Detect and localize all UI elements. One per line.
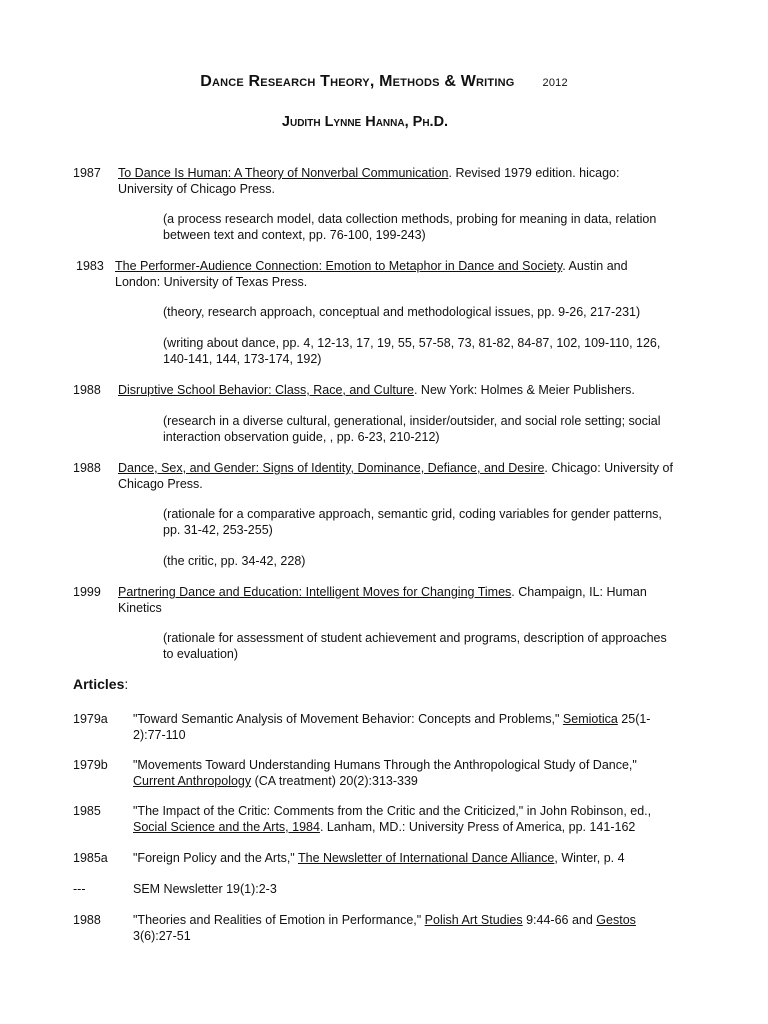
book-citation [115, 258, 670, 290]
article-year: 1988 [73, 913, 101, 927]
book-citation [118, 460, 673, 492]
article-journal: The Newsletter of International Dance Alliance [297, 851, 555, 865]
article-text: 3(6):27-51 [133, 929, 191, 943]
book-title: To Dance Is Human: A Theory of Nonverbal Communication [118, 166, 449, 180]
book-publisher: . Chicago: University of Chicago Press. [118, 461, 673, 491]
book-publisher: . Austin and London: University of Texas Press. [115, 259, 628, 289]
article-year: 1979a [73, 712, 108, 726]
article-citation [133, 757, 673, 789]
article-citation [133, 850, 673, 866]
book-year: 1999 [73, 585, 101, 599]
book-publisher: . New York: Holmes & Meier Publishers. [413, 383, 635, 397]
book-note: (the critic, pp. 34-42, 228) [163, 554, 306, 568]
book-year: 1987 [73, 166, 101, 180]
book-note: (a process research model, data collection methods, probing for meaning in data, relation between text and context, pp. 76-100, 199-243) [163, 212, 657, 242]
book-publisher: . Revised 1979 edition. hicago: University of Chicago Press. [118, 166, 620, 196]
article-journal: Polish Art Studies [424, 913, 523, 927]
book-citation [118, 165, 673, 197]
author-name: Judith Lynne Hanna, Ph.D. [281, 114, 449, 130]
book-note: (writing about dance, pp. 4, 12-13, 17, 19, 55, 57-58, 73, 81-82, 84-87, 102, 109-110, 126, 140-141, 144, 173-174, 192) [163, 336, 661, 366]
article-year: 1979b [73, 758, 108, 772]
article-journal: Gestos [596, 913, 636, 927]
article-year: --- [73, 882, 86, 896]
article-citation [133, 803, 673, 835]
article-text: 9:44-66 and [522, 913, 597, 927]
article-text: . Lanham, MD.: University Press of America, pp. 141-162 [319, 820, 636, 834]
article-text: (CA treatment) 20(2):313-339 [251, 774, 418, 788]
book-note: (theory, research approach, conceptual and methodological issues, pp. 9-26, 217-231) [163, 305, 641, 319]
article-text: "Toward Semantic Analysis of Movement Behavior: Concepts and Problems," [133, 712, 563, 726]
book-year: 1988 [73, 383, 101, 397]
book-publisher: . Champaign, IL: Human Kinetics [118, 585, 647, 615]
title-text: Dance Research Theory, Methods & Writing [200, 73, 515, 90]
article-citation [133, 711, 673, 743]
article-year: 1985 [73, 804, 101, 818]
book-title: The Performer-Audience Connection: Emotion to Metaphor in Dance and Society [115, 259, 563, 273]
book-note: (rationale for assessment of student achievement and programs, description of approaches to evaluation) [163, 631, 667, 661]
article-text: "Theories and Realities of Emotion in Performance," [133, 913, 425, 927]
book-note: (research in a diverse cultural, generational, insider/outsider, and social role setting; social interaction observation guide, , pp. 6-23, 210-212) [163, 414, 661, 444]
book-title: Partnering Dance and Education: Intelligent Moves for Changing Times [118, 585, 512, 599]
article-citation [133, 912, 673, 944]
book-year: 1983 [76, 259, 104, 273]
document-title [0, 74, 768, 91]
article-year: 1985a [73, 851, 108, 865]
article-text: "The Impact of the Critic: Comments from the Critic and the Criticized," in John Robinson, ed., [133, 804, 652, 818]
book-citation [118, 382, 673, 398]
articles-heading-text: Articles [73, 676, 125, 692]
article-text: "Movements Toward Understanding Humans Through the Anthropological Study of Dance," [133, 758, 637, 772]
article-text: "Foreign Policy and the Arts," [133, 851, 298, 865]
book-note: (rationale for a comparative approach, semantic grid, coding variables for gender patterns, pp. 31-42, 253-255) [163, 507, 662, 537]
articles-heading [73, 676, 128, 692]
article-journal: Current Anthropology [133, 774, 252, 788]
book-citation [118, 584, 673, 616]
book-year: 1988 [73, 461, 101, 475]
articles-heading-colon: : [124, 676, 129, 692]
title-year: 2012 [542, 77, 568, 89]
article-citation: SEM Newsletter 19(1):2-3 [133, 882, 277, 896]
article-journal: Semiotica [562, 712, 618, 726]
book-title: Disruptive School Behavior: Class, Race, and Culture [118, 383, 414, 397]
article-text: , Winter, p. 4 [554, 851, 625, 865]
article-text: 25(1-2):77-110 [133, 712, 651, 742]
article-book-title: Social Science and the Arts, 1984 [133, 820, 320, 834]
book-title: Dance, Sex, and Gender: Signs of Identity, Dominance, Defiance, and Desire [118, 461, 545, 475]
